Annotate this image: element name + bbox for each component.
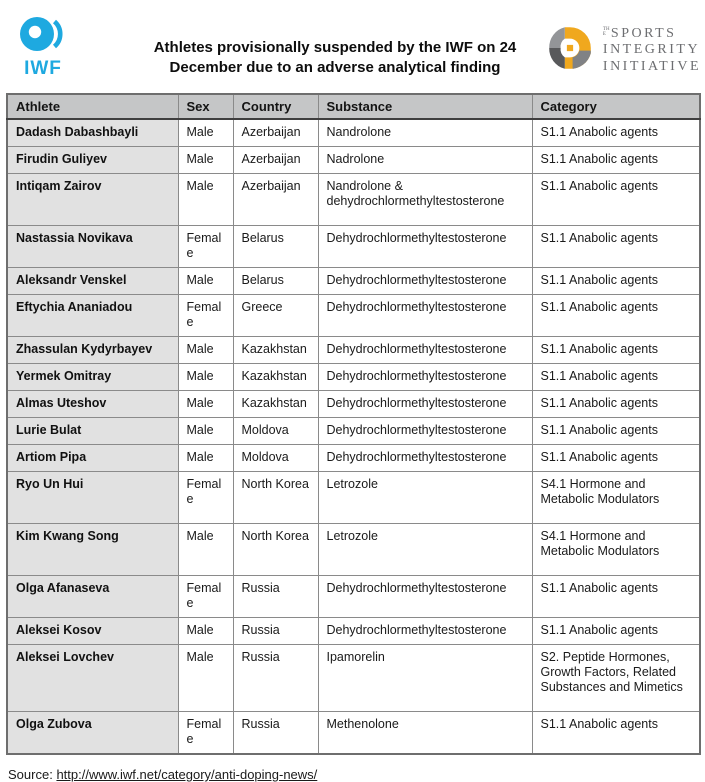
table-cell-substance: Nandrolone & dehydrochlormethyltestosterone — [318, 174, 532, 226]
source-label: Source: — [8, 767, 53, 782]
table-row — [7, 645, 700, 712]
table-row — [7, 174, 700, 226]
table-row — [7, 295, 700, 337]
table-cell-category: S1.1 Anabolic agents — [532, 295, 700, 337]
table-cell-country: Moldova — [233, 418, 318, 445]
table-cell-athlete: Zhassulan Kydyrbayev — [7, 337, 178, 364]
table-row — [7, 618, 700, 645]
table-cell-sex: Male — [178, 418, 233, 445]
page-header — [0, 0, 705, 93]
table-cell-country: Russia — [233, 712, 318, 755]
table-cell-sex: Female — [178, 712, 233, 755]
table-cell-substance: Dehydrochlormethyltestosterone — [318, 576, 532, 618]
table-cell-category: S2. Peptide Hormones, Growth Factors, Related Substances and Mimetics — [532, 645, 700, 712]
table-cell-sex: Female — [178, 472, 233, 524]
table-cell-category: S1.1 Anabolic agents — [532, 268, 700, 295]
table-cell-athlete: Yermek Omitray — [7, 364, 178, 391]
table-cell-country: Kazakhstan — [233, 337, 318, 364]
table-cell-country: Russia — [233, 576, 318, 618]
table-cell-athlete: Olga Afanaseva — [7, 576, 178, 618]
table-cell-category: S1.1 Anabolic agents — [532, 576, 700, 618]
table-cell-country: Azerbaijan — [233, 119, 318, 147]
table-row — [7, 712, 700, 755]
table-cell-substance: Dehydrochlormethyltestosterone — [318, 295, 532, 337]
suspensions-table-container — [0, 93, 705, 755]
table-cell-country: Belarus — [233, 226, 318, 268]
page-title-line-2: December due to an adverse analytical finding — [169, 59, 501, 77]
table-cell-country: Greece — [233, 295, 318, 337]
table-cell-sex: Female — [178, 226, 233, 268]
table-cell-substance: Nandrolone — [318, 119, 532, 147]
table-row — [7, 391, 700, 418]
table-cell-category: S1.1 Anabolic agents — [532, 391, 700, 418]
table-cell-category: S4.1 Hormone and Metabolic Modulators — [532, 524, 700, 576]
table-cell-sex: Male — [178, 524, 233, 576]
page-title-line-1: Athletes provisionally suspended by the IWF on 24 — [153, 39, 517, 56]
column-header-country: Country — [233, 94, 318, 119]
table-row — [7, 147, 700, 174]
table-cell-sex: Male — [178, 268, 233, 295]
table-cell-athlete: Artiom Pipa — [7, 445, 178, 472]
suspensions-table — [6, 93, 701, 755]
table-cell-athlete: Aleksei Lovchev — [7, 645, 178, 712]
table-cell-athlete: Firudin Guliyev — [7, 147, 178, 174]
table-cell-athlete: Olga Zubova — [7, 712, 178, 755]
table-cell-category: S1.1 Anabolic agents — [532, 364, 700, 391]
column-header-category: Category — [532, 94, 700, 119]
table-cell-country: Russia — [233, 618, 318, 645]
table-cell-substance: Dehydrochlormethyltestosterone — [318, 364, 532, 391]
table-cell-athlete: Intiqam Zairov — [7, 174, 178, 226]
table-cell-category: S1.1 Anabolic agents — [532, 119, 700, 147]
sports-integrity-logo-text — [603, 26, 701, 74]
sports-integrity-knot-icon — [544, 22, 596, 79]
table-cell-sex: Male — [178, 445, 233, 472]
table-cell-country: Azerbaijan — [233, 174, 318, 226]
table-cell-sex: Female — [178, 576, 233, 618]
table-row — [7, 337, 700, 364]
table-cell-athlete: Ryo Un Hui — [7, 472, 178, 524]
table-row — [7, 226, 700, 268]
table-cell-sex: Male — [178, 147, 233, 174]
table-cell-substance: Dehydrochlormethyltestosterone — [318, 337, 532, 364]
sports-integrity-initiative-logo — [544, 22, 701, 79]
table-cell-substance: Dehydrochlormethyltestosterone — [318, 268, 532, 295]
table-cell-category: S1.1 Anabolic agents — [532, 618, 700, 645]
table-cell-athlete: Aleksei Kosov — [7, 618, 178, 645]
table-cell-sex: Male — [178, 645, 233, 712]
table-cell-athlete: Almas Uteshov — [7, 391, 178, 418]
table-row — [7, 364, 700, 391]
table-cell-category: S1.1 Anabolic agents — [532, 445, 700, 472]
table-cell-country: Kazakhstan — [233, 364, 318, 391]
table-cell-sex: Male — [178, 119, 233, 147]
table-cell-category: S1.1 Anabolic agents — [532, 147, 700, 174]
table-cell-country: North Korea — [233, 472, 318, 524]
table-cell-substance: Dehydrochlormethyltestosterone — [318, 391, 532, 418]
table-cell-sex: Male — [178, 174, 233, 226]
table-cell-athlete: Nastassia Novikava — [7, 226, 178, 268]
column-header-substance: Substance — [318, 94, 532, 119]
iwf-logo — [12, 14, 74, 78]
table-cell-substance: Letrozole — [318, 524, 532, 576]
table-row — [7, 576, 700, 618]
column-header-athlete: Athlete — [7, 94, 178, 119]
table-cell-category: S4.1 Hormone and Metabolic Modulators — [532, 472, 700, 524]
table-cell-category: S1.1 Anabolic agents — [532, 174, 700, 226]
table-cell-sex: Female — [178, 295, 233, 337]
table-cell-category: S1.1 Anabolic agents — [532, 712, 700, 755]
table-cell-athlete: Dadash Dabashbayli — [7, 119, 178, 147]
table-cell-athlete: Eftychia Ananiadou — [7, 295, 178, 337]
table-cell-sex: Male — [178, 391, 233, 418]
table-row — [7, 418, 700, 445]
table-cell-country: Kazakhstan — [233, 391, 318, 418]
table-cell-substance: Ipamorelin — [318, 645, 532, 712]
table-cell-country: Russia — [233, 645, 318, 712]
table-row — [7, 119, 700, 147]
table-row — [7, 472, 700, 524]
table-cell-sex: Male — [178, 618, 233, 645]
table-cell-category: S1.1 Anabolic agents — [532, 418, 700, 445]
tsii-word-sports: SPORTS — [610, 26, 677, 42]
tsii-the-label: THE — [602, 27, 610, 38]
table-cell-substance: Dehydrochlormethyltestosterone — [318, 226, 532, 268]
table-cell-athlete: Lurie Bulat — [7, 418, 178, 445]
table-cell-substance: Dehydrochlormethyltestosterone — [318, 618, 532, 645]
table-row — [7, 445, 700, 472]
table-cell-country: Moldova — [233, 445, 318, 472]
table-cell-athlete: Aleksandr Venskel — [7, 268, 178, 295]
table-cell-substance: Dehydrochlormethyltestosterone — [318, 418, 532, 445]
table-cell-substance: Methenolone — [318, 712, 532, 755]
column-header-sex: Sex — [178, 94, 233, 119]
table-row — [7, 524, 700, 576]
table-header-row — [7, 94, 700, 119]
iwf-logo-text: IWF — [24, 58, 62, 79]
table-row — [7, 268, 700, 295]
table-cell-country: North Korea — [233, 524, 318, 576]
tsii-word-integrity: INTEGRITY — [602, 42, 701, 58]
table-cell-substance: Dehydrochlormethyltestosterone — [318, 445, 532, 472]
table-cell-sex: Male — [178, 364, 233, 391]
page-title — [130, 38, 540, 79]
table-cell-category: S1.1 Anabolic agents — [532, 226, 700, 268]
table-cell-sex: Male — [178, 337, 233, 364]
table-cell-substance: Nadrolone — [318, 147, 532, 174]
source-line — [0, 755, 705, 782]
table-cell-substance: Letrozole — [318, 472, 532, 524]
source-link[interactable]: http://www.iwf.net/category/anti-doping-news/ — [56, 767, 318, 782]
table-cell-athlete: Kim Kwang Song — [7, 524, 178, 576]
table-cell-category: S1.1 Anabolic agents — [532, 337, 700, 364]
tsii-word-initiative: INITIATIVE — [602, 58, 701, 74]
table-cell-country: Azerbaijan — [233, 147, 318, 174]
table-cell-country: Belarus — [233, 268, 318, 295]
